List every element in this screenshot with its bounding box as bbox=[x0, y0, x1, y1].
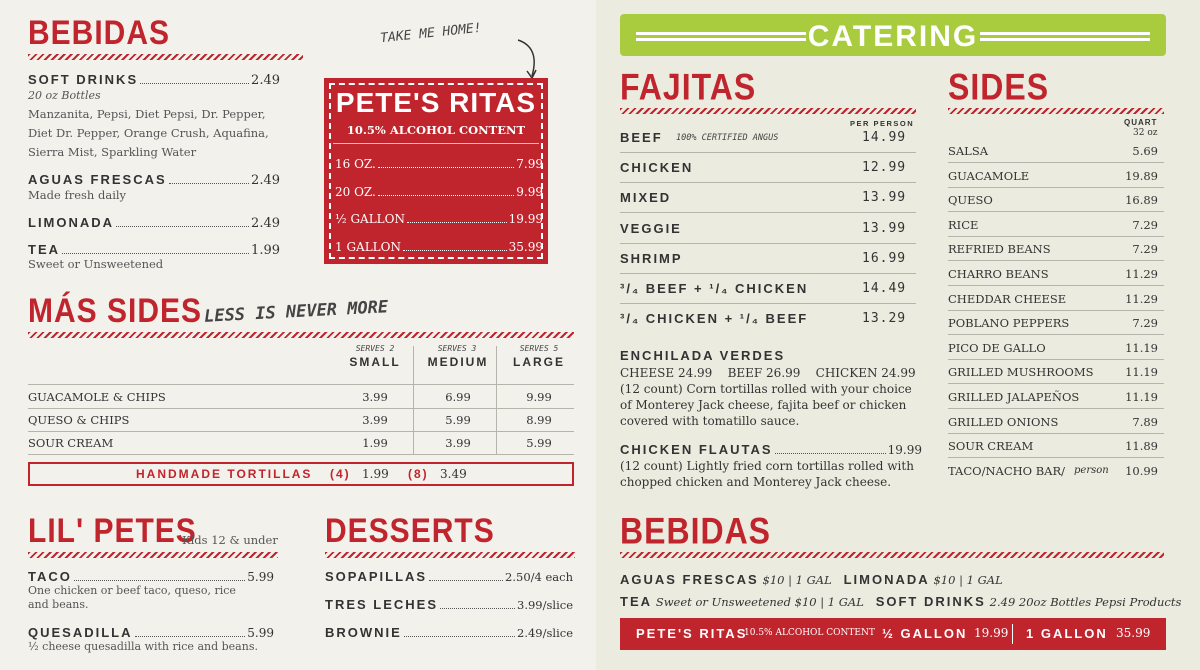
mas-sides-divider bbox=[28, 332, 574, 338]
fajitas-divider bbox=[620, 108, 916, 114]
soft-drinks-price: 2.49 bbox=[251, 73, 280, 88]
catering-side-price: 11.19 bbox=[1125, 365, 1158, 380]
fajita-label: BEEF bbox=[620, 130, 663, 145]
catering-ritas-bar bbox=[620, 618, 1166, 650]
catering-side-row bbox=[948, 241, 1164, 261]
catering-side-price: 11.19 bbox=[1125, 390, 1158, 404]
dessert-price: 2.49/slice bbox=[517, 626, 573, 640]
limonada-label: LIMONADA bbox=[28, 215, 115, 230]
catering-side-price: 11.89 bbox=[1125, 439, 1158, 454]
taco-label: TACO bbox=[28, 569, 72, 584]
catering-side-label: CHEDDAR CHEESE bbox=[948, 291, 1067, 306]
take-me-home-tag: TAKE ME HOME! bbox=[379, 20, 483, 47]
limonada-item bbox=[28, 215, 280, 231]
catering-side-row bbox=[948, 414, 1164, 434]
catering-side-price: 5.69 bbox=[1132, 144, 1158, 158]
flautas-desc-2: chopped chicken and Monterey Jack cheese. bbox=[620, 475, 892, 489]
ritas-row bbox=[335, 240, 543, 254]
ritas-price: 35.99 bbox=[508, 240, 543, 254]
aguas-frescas-sub: Made fresh daily bbox=[28, 188, 127, 202]
soft-drinks-item bbox=[28, 72, 280, 88]
side-row-name: SOUR CREAM bbox=[28, 436, 114, 450]
tortillas-qty-2: (8) bbox=[408, 467, 429, 481]
catering-half-gallon-label: ½ GALLON bbox=[882, 626, 968, 641]
catering-side-price: 7.89 bbox=[1132, 414, 1158, 429]
tea-item bbox=[28, 242, 280, 258]
catering-side-price: 7.29 bbox=[1132, 217, 1158, 232]
fajita-price: 13.99 bbox=[862, 220, 907, 236]
taco-item bbox=[28, 569, 274, 584]
catering-side-row bbox=[948, 217, 1164, 237]
taco-desc-1: One chicken or beef taco, queso, rice bbox=[28, 584, 236, 597]
side-large-price: 8.99 bbox=[526, 413, 552, 427]
mas-sides-tagline: LESS IS NEVER MORE bbox=[203, 297, 389, 327]
limonada-price: 2.49 bbox=[251, 216, 280, 231]
tortillas-price-1: 1.99 bbox=[362, 467, 389, 481]
mas-sides-title: MÁS SIDES bbox=[28, 292, 203, 330]
catering-banner bbox=[620, 14, 1166, 56]
catering-side-note: person bbox=[1074, 464, 1109, 476]
tea-sub: Sweet or Unsweetened bbox=[28, 257, 164, 271]
dessert-label: BROWNIE bbox=[325, 625, 402, 640]
arrow-icon bbox=[510, 36, 550, 82]
aguas-frescas-item bbox=[28, 172, 280, 188]
catering-side-price: 10.99 bbox=[1125, 463, 1158, 478]
col-size: SMALL bbox=[349, 355, 401, 369]
catering-side-label: GRILLED ONIONS bbox=[948, 414, 1059, 429]
catering-side-row bbox=[948, 389, 1164, 409]
ritas-row bbox=[335, 185, 543, 199]
flautas-price: 19.99 bbox=[887, 443, 922, 457]
tortillas-price-2: 3.49 bbox=[440, 467, 467, 481]
dessert-item bbox=[325, 569, 573, 584]
fajita-label: VEGGIE bbox=[620, 220, 682, 236]
catering-side-row bbox=[948, 315, 1164, 335]
side-medium-price: 6.99 bbox=[445, 390, 471, 404]
petes-ritas-box bbox=[324, 78, 548, 264]
catering-limonada-text: $10 | 1 GAL bbox=[933, 573, 1003, 587]
catering-side-label: GUACAMOLE bbox=[948, 168, 1030, 183]
soft-drinks-desc-2: Diet Dr. Pepper, Orange Crush, Aquafina, bbox=[28, 126, 269, 140]
catering-ritas-note: 10.5% ALCOHOL CONTENT bbox=[744, 628, 875, 638]
quart-label: QUART bbox=[1124, 118, 1158, 127]
fajita-label: MIXED bbox=[620, 190, 672, 206]
dessert-price: 3.99/slice bbox=[517, 598, 573, 612]
soft-drinks-desc-3: Sierra Mist, Sparkling Water bbox=[28, 145, 197, 159]
lil-petes-sub: Kids 12 & under bbox=[182, 533, 278, 547]
fajita-price: 12.99 bbox=[862, 160, 907, 176]
side-medium-price: 5.99 bbox=[445, 413, 471, 427]
catering-sides-divider bbox=[948, 108, 1164, 114]
fajitas-title: FAJITAS bbox=[620, 66, 757, 108]
flautas-item bbox=[620, 442, 922, 457]
quart-oz-label: 32 oz bbox=[1133, 128, 1158, 138]
aguas-frescas-label: AGUAS FRESCAS bbox=[28, 172, 167, 187]
catering-soft-text: 2.49 20oz Bottles Pepsi Products bbox=[989, 595, 1182, 609]
catering-bebidas-title: BEBIDAS bbox=[620, 510, 772, 552]
catering-side-price: 7.29 bbox=[1132, 242, 1158, 257]
catering-ritas-label: PETE'S RITAS bbox=[636, 626, 748, 641]
ritas-size-label: 16 OZ. bbox=[335, 157, 376, 171]
side-small-price: 3.99 bbox=[362, 413, 388, 427]
side-row-name: GUACAMOLE & CHIPS bbox=[28, 390, 166, 404]
fajita-price: 14.99 bbox=[862, 130, 907, 145]
desserts-divider bbox=[325, 552, 575, 558]
catering-side-row bbox=[948, 463, 1164, 483]
side-large-price: 5.99 bbox=[526, 436, 552, 450]
side-medium-price: 3.99 bbox=[445, 436, 471, 450]
catering-side-label: QUESO bbox=[948, 193, 993, 208]
catering-side-price: 11.29 bbox=[1125, 267, 1158, 281]
ritas-size-label: ½ GALLON bbox=[335, 212, 405, 226]
catering-side-label: PICO DE GALLO bbox=[948, 340, 1046, 355]
dessert-item bbox=[325, 597, 573, 612]
catering-side-label: SOUR CREAM bbox=[948, 439, 1034, 454]
quesadilla-price: 5.99 bbox=[247, 626, 274, 640]
quesadilla-desc: ½ cheese quesadilla with rice and beans. bbox=[28, 640, 258, 653]
fajita-price: 14.49 bbox=[862, 281, 907, 296]
dessert-label: TRES LECHES bbox=[325, 597, 439, 612]
catering-title: CATERING bbox=[807, 20, 979, 53]
col-size: MEDIUM bbox=[427, 355, 489, 369]
catering-side-price: 16.89 bbox=[1125, 193, 1158, 208]
dessert-item bbox=[325, 625, 573, 640]
catering-side-row bbox=[948, 192, 1164, 212]
fajita-label: SHRIMP bbox=[620, 250, 683, 266]
catering-side-price: 19.89 bbox=[1125, 168, 1158, 183]
tea-price: 1.99 bbox=[251, 243, 280, 258]
soft-drinks-label: SOFT DRINKS bbox=[28, 72, 139, 87]
fajita-label: ³/₄ BEEF + ¹/₄ CHICKEN bbox=[620, 281, 809, 296]
catering-side-label: CHARRO BEANS bbox=[948, 267, 1049, 281]
tea-label: TEA bbox=[28, 242, 60, 257]
ritas-price: 9.99 bbox=[516, 185, 543, 199]
ritas-subtitle: 10.5% ALCOHOL CONTENT bbox=[346, 123, 526, 137]
catering-side-label: GRILLED JALAPEÑOS bbox=[948, 390, 1080, 404]
lil-petes-title: LIL' PETES bbox=[28, 512, 197, 550]
tortillas-label: HANDMADE TORTILLAS bbox=[136, 467, 313, 481]
catering-side-row bbox=[948, 364, 1164, 384]
bebidas-title: BEBIDAS bbox=[28, 14, 171, 52]
fajita-price: 13.29 bbox=[862, 311, 907, 327]
tortillas-qty-1: (4) bbox=[330, 467, 351, 481]
dessert-price: 2.50/4 each bbox=[505, 570, 573, 584]
lil-petes-divider bbox=[28, 552, 278, 558]
fajita-price: 13.99 bbox=[862, 190, 907, 206]
col-size: LARGE bbox=[513, 355, 565, 369]
catering-one-gallon-price: 35.99 bbox=[1116, 626, 1151, 640]
per-person-label: PER PERSON bbox=[850, 119, 915, 128]
fajita-row bbox=[620, 309, 916, 337]
ritas-size-label: 1 GALLON bbox=[335, 240, 401, 254]
col-serves: SERVES 3 bbox=[437, 344, 477, 353]
enchilada-desc-3: covered with tomatillo sauce. bbox=[620, 414, 800, 428]
catering-bebidas-divider bbox=[620, 552, 1164, 558]
catering-side-price: 7.29 bbox=[1132, 316, 1158, 331]
catering-aguas-label: AGUAS FRESCAS bbox=[620, 572, 759, 587]
enchilada-desc-2: of Monterey Jack cheese, fajita beef or chicken bbox=[620, 398, 907, 412]
fajita-label: CHICKEN bbox=[620, 160, 694, 176]
catering-side-label: SALSA bbox=[948, 144, 989, 158]
ritas-title: PETE'S RITAS bbox=[335, 87, 537, 118]
catering-side-price: 11.19 bbox=[1125, 340, 1158, 355]
catering-soft-label: SOFT DRINKS bbox=[875, 594, 986, 609]
fajita-label: ³/₄ CHICKEN + ¹/₄ BEEF bbox=[620, 311, 809, 327]
bebidas-divider bbox=[28, 54, 303, 60]
catering-side-row bbox=[948, 340, 1164, 360]
flautas-desc-1: (12 count) Lightly fried corn tortillas rolled with bbox=[620, 459, 914, 473]
flautas-label: CHICKEN FLAUTAS bbox=[620, 442, 773, 457]
taco-desc-2: and beans. bbox=[28, 598, 89, 611]
col-serves: SERVES 2 bbox=[355, 344, 395, 353]
catering-side-price: 11.29 bbox=[1125, 291, 1158, 306]
catering-tea-text: Sweet or Unsweetened $10 | 1 GAL bbox=[655, 595, 864, 609]
catering-limonada-label: LIMONADA bbox=[843, 572, 930, 587]
side-small-price: 1.99 bbox=[362, 436, 388, 450]
side-small-price: 3.99 bbox=[362, 390, 388, 404]
soft-drinks-desc-1: Manzanita, Pepsi, Diet Pepsi, Dr. Pepper, bbox=[28, 107, 266, 121]
handmade-tortillas-box bbox=[28, 462, 574, 486]
ritas-row bbox=[335, 157, 543, 171]
quesadilla-label: QUESADILLA bbox=[28, 625, 133, 640]
catering-side-row bbox=[948, 438, 1164, 458]
enchilada-prices: CHEESE 24.99 BEEF 26.99 CHICKEN 24.99 bbox=[620, 366, 916, 380]
soft-drinks-sub: 20 oz Bottles bbox=[28, 89, 101, 102]
col-serves: SERVES 5 bbox=[519, 344, 559, 353]
catering-drinks-line-2 bbox=[620, 594, 1181, 609]
fajita-price: 16.99 bbox=[862, 250, 907, 266]
catering-side-row bbox=[948, 143, 1164, 163]
enchilada-label: ENCHILADA VERDES bbox=[620, 348, 786, 363]
catering-tea-label: TEA bbox=[620, 594, 652, 609]
fajita-note: 100% CERTIFIED ANGUS bbox=[676, 133, 779, 143]
catering-half-gallon-price: 19.99 bbox=[974, 626, 1009, 640]
catering-side-label: RICE bbox=[948, 217, 979, 232]
quesadilla-item bbox=[28, 625, 274, 640]
ritas-price: 19.99 bbox=[508, 212, 543, 226]
catering-side-label: POBLANO PEPPERS bbox=[948, 316, 1070, 331]
side-row-name: QUESO & CHIPS bbox=[28, 413, 130, 427]
enchilada-desc-1: (12 count) Corn tortillas rolled with your choice bbox=[620, 382, 912, 396]
catering-side-label: TACO/NACHO BAR/ bbox=[948, 463, 1066, 478]
catering-side-row bbox=[948, 291, 1164, 311]
aguas-frescas-price: 2.49 bbox=[251, 173, 280, 188]
catering-side-row bbox=[948, 266, 1164, 286]
ritas-row bbox=[335, 212, 543, 226]
catering-one-gallon-label: 1 GALLON bbox=[1026, 626, 1108, 641]
catering-side-row bbox=[948, 168, 1164, 188]
desserts-title: DESSERTS bbox=[325, 512, 495, 550]
ritas-price: 7.99 bbox=[516, 157, 543, 171]
catering-aguas-text: $10 | 1 GAL bbox=[762, 573, 832, 587]
side-large-price: 9.99 bbox=[526, 390, 552, 404]
catering-drinks-line-1 bbox=[620, 572, 1003, 587]
taco-price: 5.99 bbox=[247, 570, 274, 584]
ritas-size-label: 20 OZ. bbox=[335, 185, 376, 199]
catering-side-label: REFRIED BEANS bbox=[948, 242, 1051, 257]
dessert-label: SOPAPILLAS bbox=[325, 569, 428, 584]
catering-sides-title: SIDES bbox=[948, 66, 1050, 108]
catering-side-label: GRILLED MUSHROOMS bbox=[948, 365, 1094, 380]
